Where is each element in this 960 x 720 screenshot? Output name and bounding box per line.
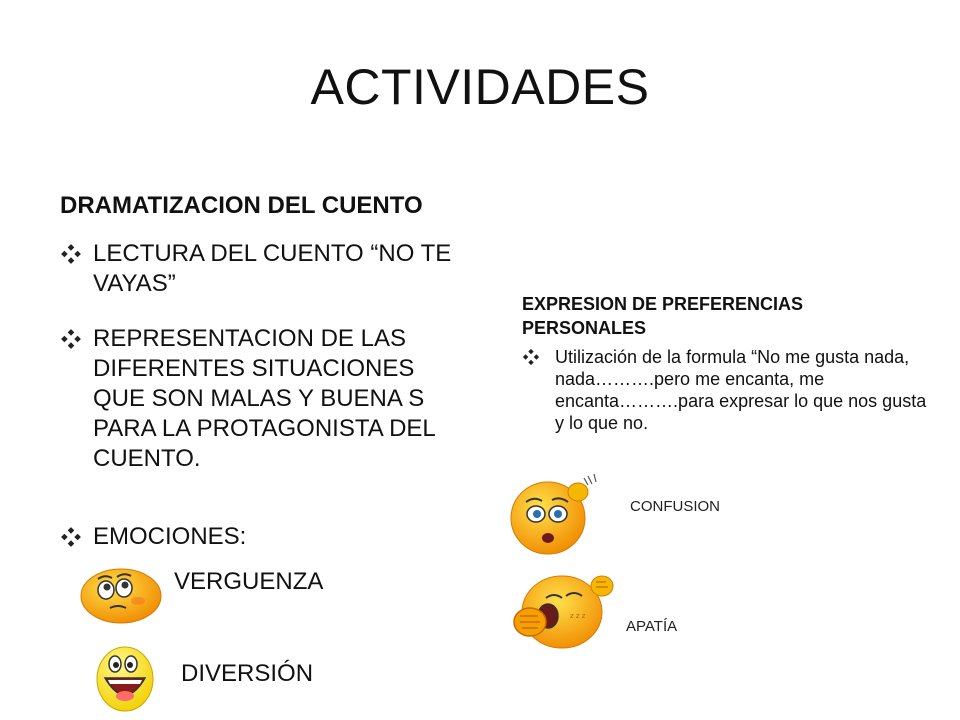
bullet-emociones bbox=[60, 522, 460, 552]
diamond-bullet-icon bbox=[60, 243, 82, 265]
bullet-text: LECTURA DEL CUENTO “NO TE VAYAS” bbox=[93, 240, 452, 297]
emotion-label-verguenza: VERGUENZA bbox=[174, 568, 324, 595]
emotion-label-diversion: DIVERSIÓN bbox=[181, 660, 314, 687]
right-section-heading: EXPRESION DE PREFERENCIAS PERSONALES bbox=[522, 294, 804, 338]
slide-title: ACTIVIDADES bbox=[310, 59, 650, 115]
diamond-bullet-icon bbox=[60, 526, 82, 548]
emotion-label-confusion: CONFUSION bbox=[630, 498, 720, 515]
bullet-formula bbox=[522, 346, 934, 434]
bullet-text: Utilización de la formula “No me gusta nada, nada……….pero me encanta, me encanta……….para expresar lo que nos gusta y lo que no. bbox=[555, 347, 927, 433]
bullet-representacion bbox=[60, 324, 470, 474]
bullet-lectura bbox=[60, 239, 460, 299]
bullet-text: EMOCIONES: bbox=[93, 523, 247, 550]
bullet-text: REPRESENTACION DE LAS DIFERENTES SITUACIONES QUE SON MALAS Y BUENA S PARA LA PROTAGONISTA DEL CUENTO. bbox=[93, 325, 435, 472]
laughing-face-icon bbox=[96, 646, 154, 712]
zzz-icon: z z z bbox=[570, 612, 586, 620]
diamond-bullet-icon bbox=[60, 328, 82, 350]
confused-face-icon bbox=[508, 472, 604, 556]
left-section-heading: DRAMATIZACION DEL CUENTO bbox=[60, 192, 423, 219]
yawning-face-icon bbox=[508, 572, 620, 652]
emotion-label-apatia: APATÍA bbox=[626, 618, 678, 635]
diamond-bullet-icon bbox=[522, 348, 540, 366]
embarrassed-face-icon bbox=[80, 568, 162, 624]
